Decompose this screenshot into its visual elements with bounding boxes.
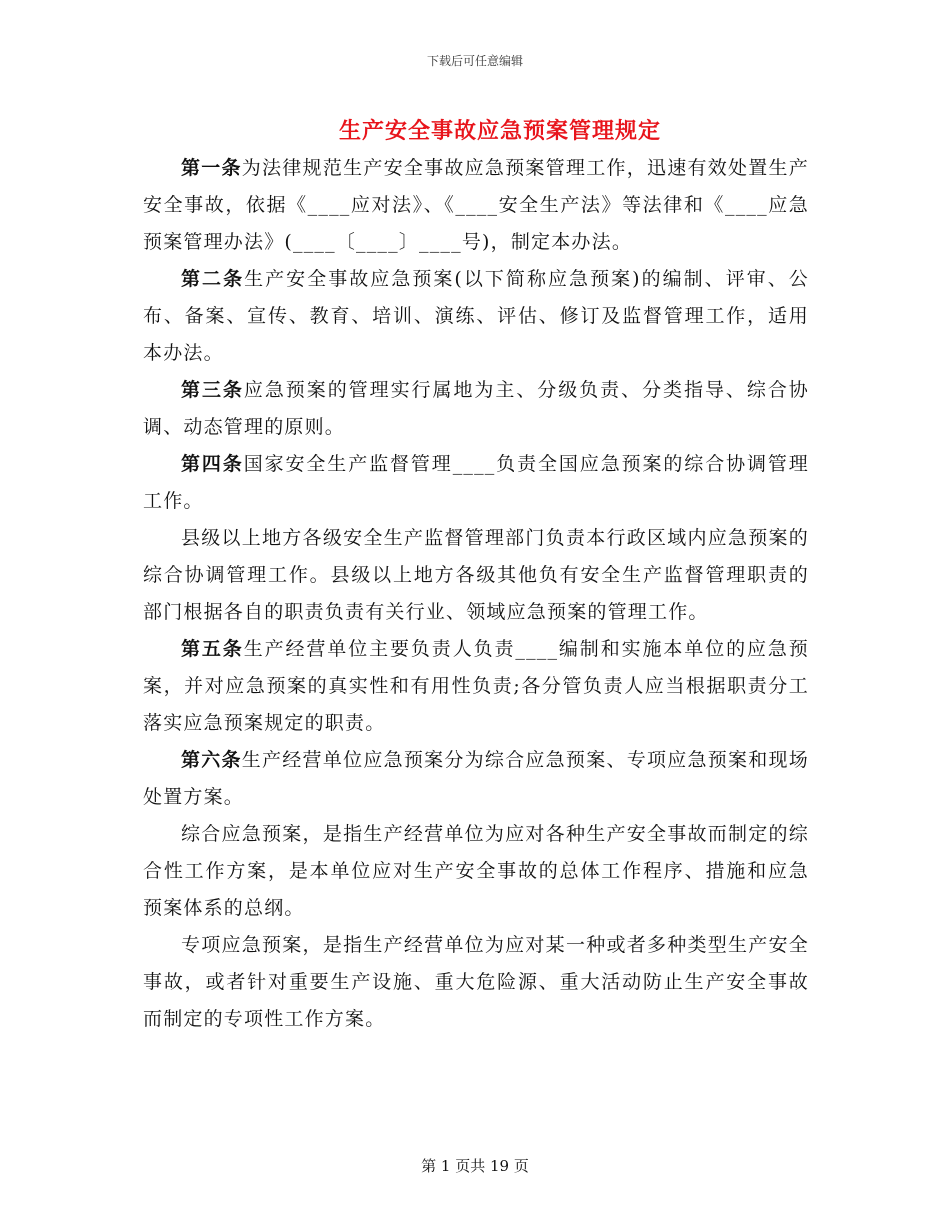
article-number: 第四条 xyxy=(181,453,244,475)
article-number: 第二条 xyxy=(181,268,245,290)
page-header-note: 下载后可任意编辑 xyxy=(426,54,523,68)
article-number: 第六条 xyxy=(181,749,242,771)
article-text: 生产经营单位应急预案分为综合应急预案、专项应急预案和现场处置方案。 xyxy=(143,749,809,808)
article-3 xyxy=(143,372,809,446)
article-5 xyxy=(143,631,809,742)
paragraph-text: 综合应急预案，是指生产经营单位为应对各种生产安全事故而制定的综合性工作方案，是本单位应对生产安全事故的总体工作程序、措施和应急预案体系的总纲。 xyxy=(143,823,809,919)
article-text: 国家安全生产监督管理____负责全国应急预案的综合协调管理工作。 xyxy=(143,453,809,512)
article-text: 生产安全事故应急预案(以下简称应急预案)的编制、评审、公布、备案、宣传、教育、培训、演练、评估、修订及监督管理工作，适用本办法。 xyxy=(143,268,809,364)
article-6-paragraph-2 xyxy=(143,816,809,927)
document-title: 生产安全事故应急预案管理规定 xyxy=(338,118,661,144)
paragraph-text: 县级以上地方各级安全生产监督管理部门负责本行政区域内应急预案的综合协调管理工作。县级以上地方各级其他负有安全生产监督管理职责的部门根据各自的职责负责有关行业、领域应急预案的管理工作。 xyxy=(143,527,809,623)
article-number: 第三条 xyxy=(181,379,244,401)
document-body xyxy=(143,150,809,1038)
page-footer: 第 1 页共 19 页 xyxy=(421,1157,529,1175)
article-1 xyxy=(143,150,809,261)
paragraph-text: 专项应急预案，是指生产经营单位为应对某一种或者多种类型生产安全事故，或者针对重要生产设施、重大危险源、重大活动防止生产安全事故而制定的专项性工作方案。 xyxy=(143,934,809,1030)
article-2 xyxy=(143,261,809,372)
article-6-paragraph-3 xyxy=(143,927,809,1038)
article-text: 为法律规范生产安全事故应急预案管理工作，迅速有效处置生产安全事故，依据《____应对法》、《____安全生产法》等法律和《____应急预案管理办法》(____〔____〕____号)，制定本办法。 xyxy=(143,157,809,253)
article-number: 第五条 xyxy=(181,638,244,660)
article-text: 应急预案的管理实行属地为主、分级负责、分类指导、综合协调、动态管理的原则。 xyxy=(143,379,809,438)
article-text: 生产经营单位主要负责人负责____编制和实施本单位的应急预案，并对应急预案的真实性和有用性负责;各分管负责人应当根据职责分工落实应急预案规定的职责。 xyxy=(143,638,809,734)
article-number: 第一条 xyxy=(181,157,242,179)
article-4-paragraph-2 xyxy=(143,520,809,631)
article-6 xyxy=(143,742,809,816)
article-4 xyxy=(143,446,809,520)
